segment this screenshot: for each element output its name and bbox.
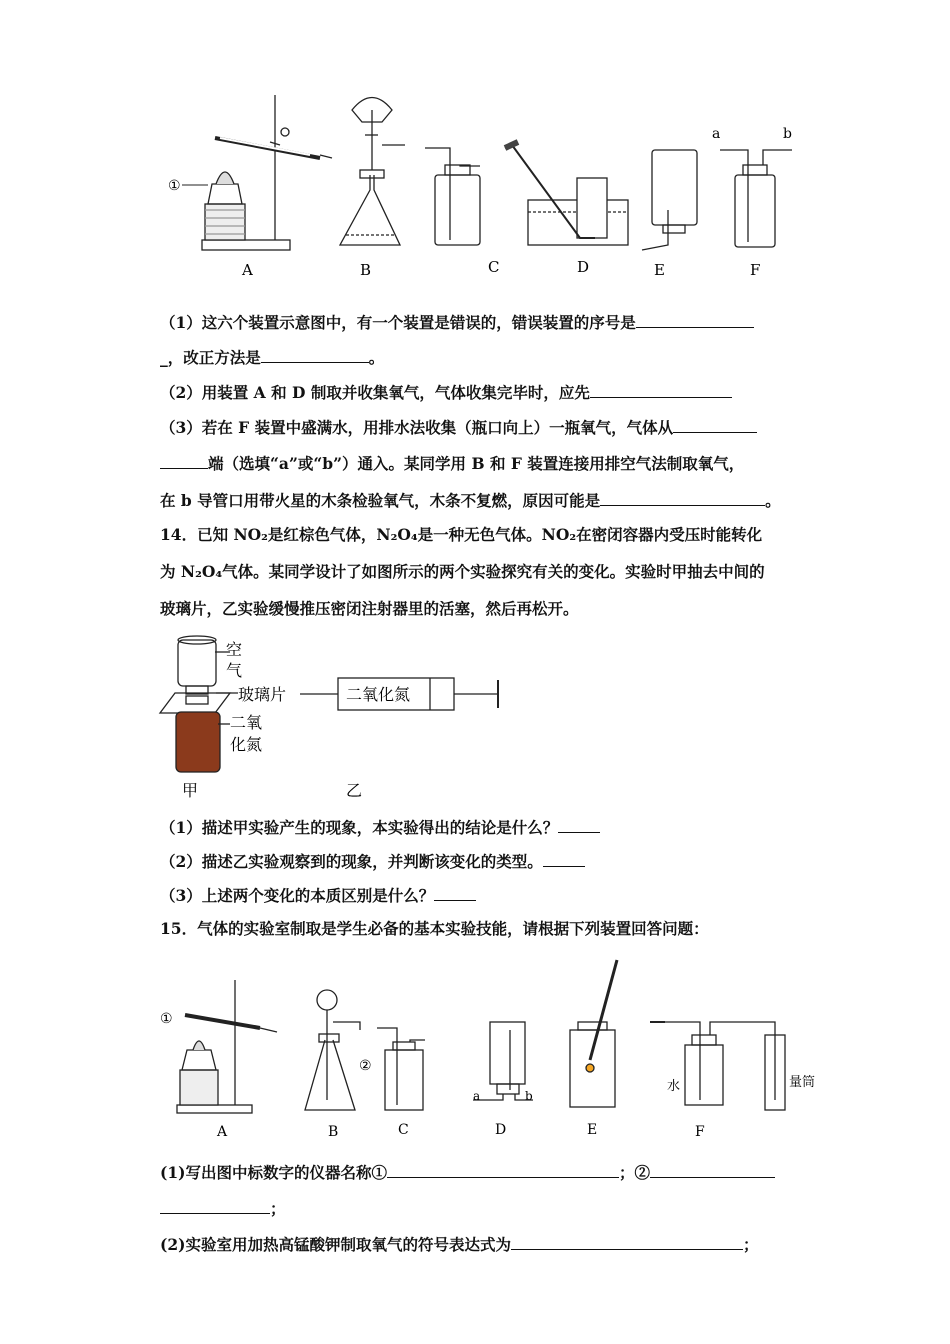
port-b: b — [783, 126, 792, 142]
q14-line2: 为 N₂O₄气体。某同学设计了如图所示的两个实验探究有关的变化。实验时甲抽去中间的 — [160, 562, 765, 581]
label-cylinder: 量筒 — [789, 1075, 816, 1090]
label2-e: E — [587, 1122, 598, 1138]
blank-q13-6[interactable] — [600, 490, 765, 506]
label2-d: D — [495, 1122, 507, 1138]
label-jia: 甲 — [182, 781, 199, 800]
label-a: A — [242, 261, 253, 279]
no2-experiment-figure — [150, 628, 530, 808]
blank-q13-5[interactable] — [160, 453, 208, 469]
label-water: 水 — [667, 1079, 681, 1094]
blank-q15-3[interactable] — [160, 1198, 270, 1214]
blank-q14-2[interactable] — [543, 851, 585, 867]
apparatus-figure-2 — [155, 950, 825, 1145]
label-f: F — [750, 261, 761, 279]
q14-line1: 14．已知 NO₂是红棕色气体，N₂O₄是一种无色气体。NO₂在密闭容器内受压时能转化 — [160, 525, 763, 544]
blank-q15-1[interactable] — [387, 1162, 619, 1178]
label-c: C — [488, 258, 500, 276]
label-air-2: 气 — [226, 661, 243, 680]
label-d-port-b: b — [525, 1089, 533, 1103]
q15-stem: 15．气体的实验室制取是学生必备的基本实验技能，请根据下列装置回答问题： — [160, 919, 709, 938]
label-d: D — [577, 258, 590, 276]
q13-s2: （2）用装置 A 和 D 制取并收集氧气，气体收集完毕时，应先 — [160, 382, 732, 403]
apparatus-figure-1 — [160, 80, 810, 280]
marker-2-figure2: ② — [359, 1058, 372, 1074]
q13-s3-line1: （3）若在 F 装置中盛满水，用排水法收集（瓶口向上）一瓶氧气，气体从 — [160, 417, 757, 438]
marker-1-figure2: ① — [160, 1011, 173, 1027]
q15-s1-line2: ； — [160, 1198, 286, 1219]
label-yi: 乙 — [346, 781, 363, 800]
q13-s1-line1: （1）这六个装置示意图中，有一个装置是错误的，错误装置的序号是 — [160, 312, 754, 333]
label-glass: 玻璃片 — [238, 685, 287, 704]
blank-q13-4[interactable] — [673, 417, 757, 433]
label2-a: A — [217, 1124, 228, 1140]
q14-s2: （2）描述乙实验观察到的现象，并判断该变化的类型。 — [160, 851, 585, 872]
blank-q13-2[interactable] — [261, 347, 369, 363]
label-no2-2: 化氮 — [230, 735, 263, 754]
q14-line3: 玻璃片，乙实验缓慢推压密闭注射器里的活塞，然后再松开。 — [160, 599, 579, 618]
q14-s1: （1）描述甲实验产生的现象，本实验得出的结论是什么？ — [160, 817, 600, 838]
q13-s3-line2: 端（选填“a”或“b”）通入。某同学用 B 和 F 装置连接用排空气法制取氧气， — [160, 453, 744, 474]
label-no2-1: 二氧 — [230, 713, 263, 732]
blank-q15-2[interactable] — [650, 1162, 775, 1178]
blank-q15-4[interactable] — [511, 1234, 743, 1250]
stand-base-a — [202, 240, 290, 250]
label-syringe: 二氧化氮 — [346, 685, 411, 704]
blank-q13-3[interactable] — [590, 382, 732, 398]
figure1-labels — [241, 258, 760, 279]
label2-b: B — [328, 1124, 339, 1140]
blank-q14-3[interactable] — [434, 885, 476, 901]
blank-q14-1[interactable] — [558, 817, 600, 833]
q15-s2: (2)实验室用加热高锰酸钾制取氧气的符号表达式为 ； — [160, 1235, 759, 1254]
q14-s3: （3）上述两个变化的本质区别是什么？ — [160, 885, 476, 906]
blank-q13-1[interactable] — [636, 312, 754, 328]
q13-s3-line3: 在 b 导管口用带火星的木条检验氧气，木条不复燃，原因可能是 。 — [160, 491, 781, 510]
label-air-1: 空 — [226, 640, 243, 659]
marker-1-figure1: ① — [168, 178, 181, 194]
label2-f: F — [695, 1124, 705, 1140]
label-b: B — [360, 261, 372, 279]
label-e: E — [654, 261, 665, 279]
q13-s1-line2: _，改正方法是 。 — [160, 348, 385, 367]
q15-s1-line1: (1)写出图中标数字的仪器名称① ；② — [160, 1162, 775, 1183]
port-a: a — [712, 126, 721, 142]
label-d-port-a: a — [473, 1089, 481, 1103]
label2-c: C — [398, 1122, 409, 1138]
